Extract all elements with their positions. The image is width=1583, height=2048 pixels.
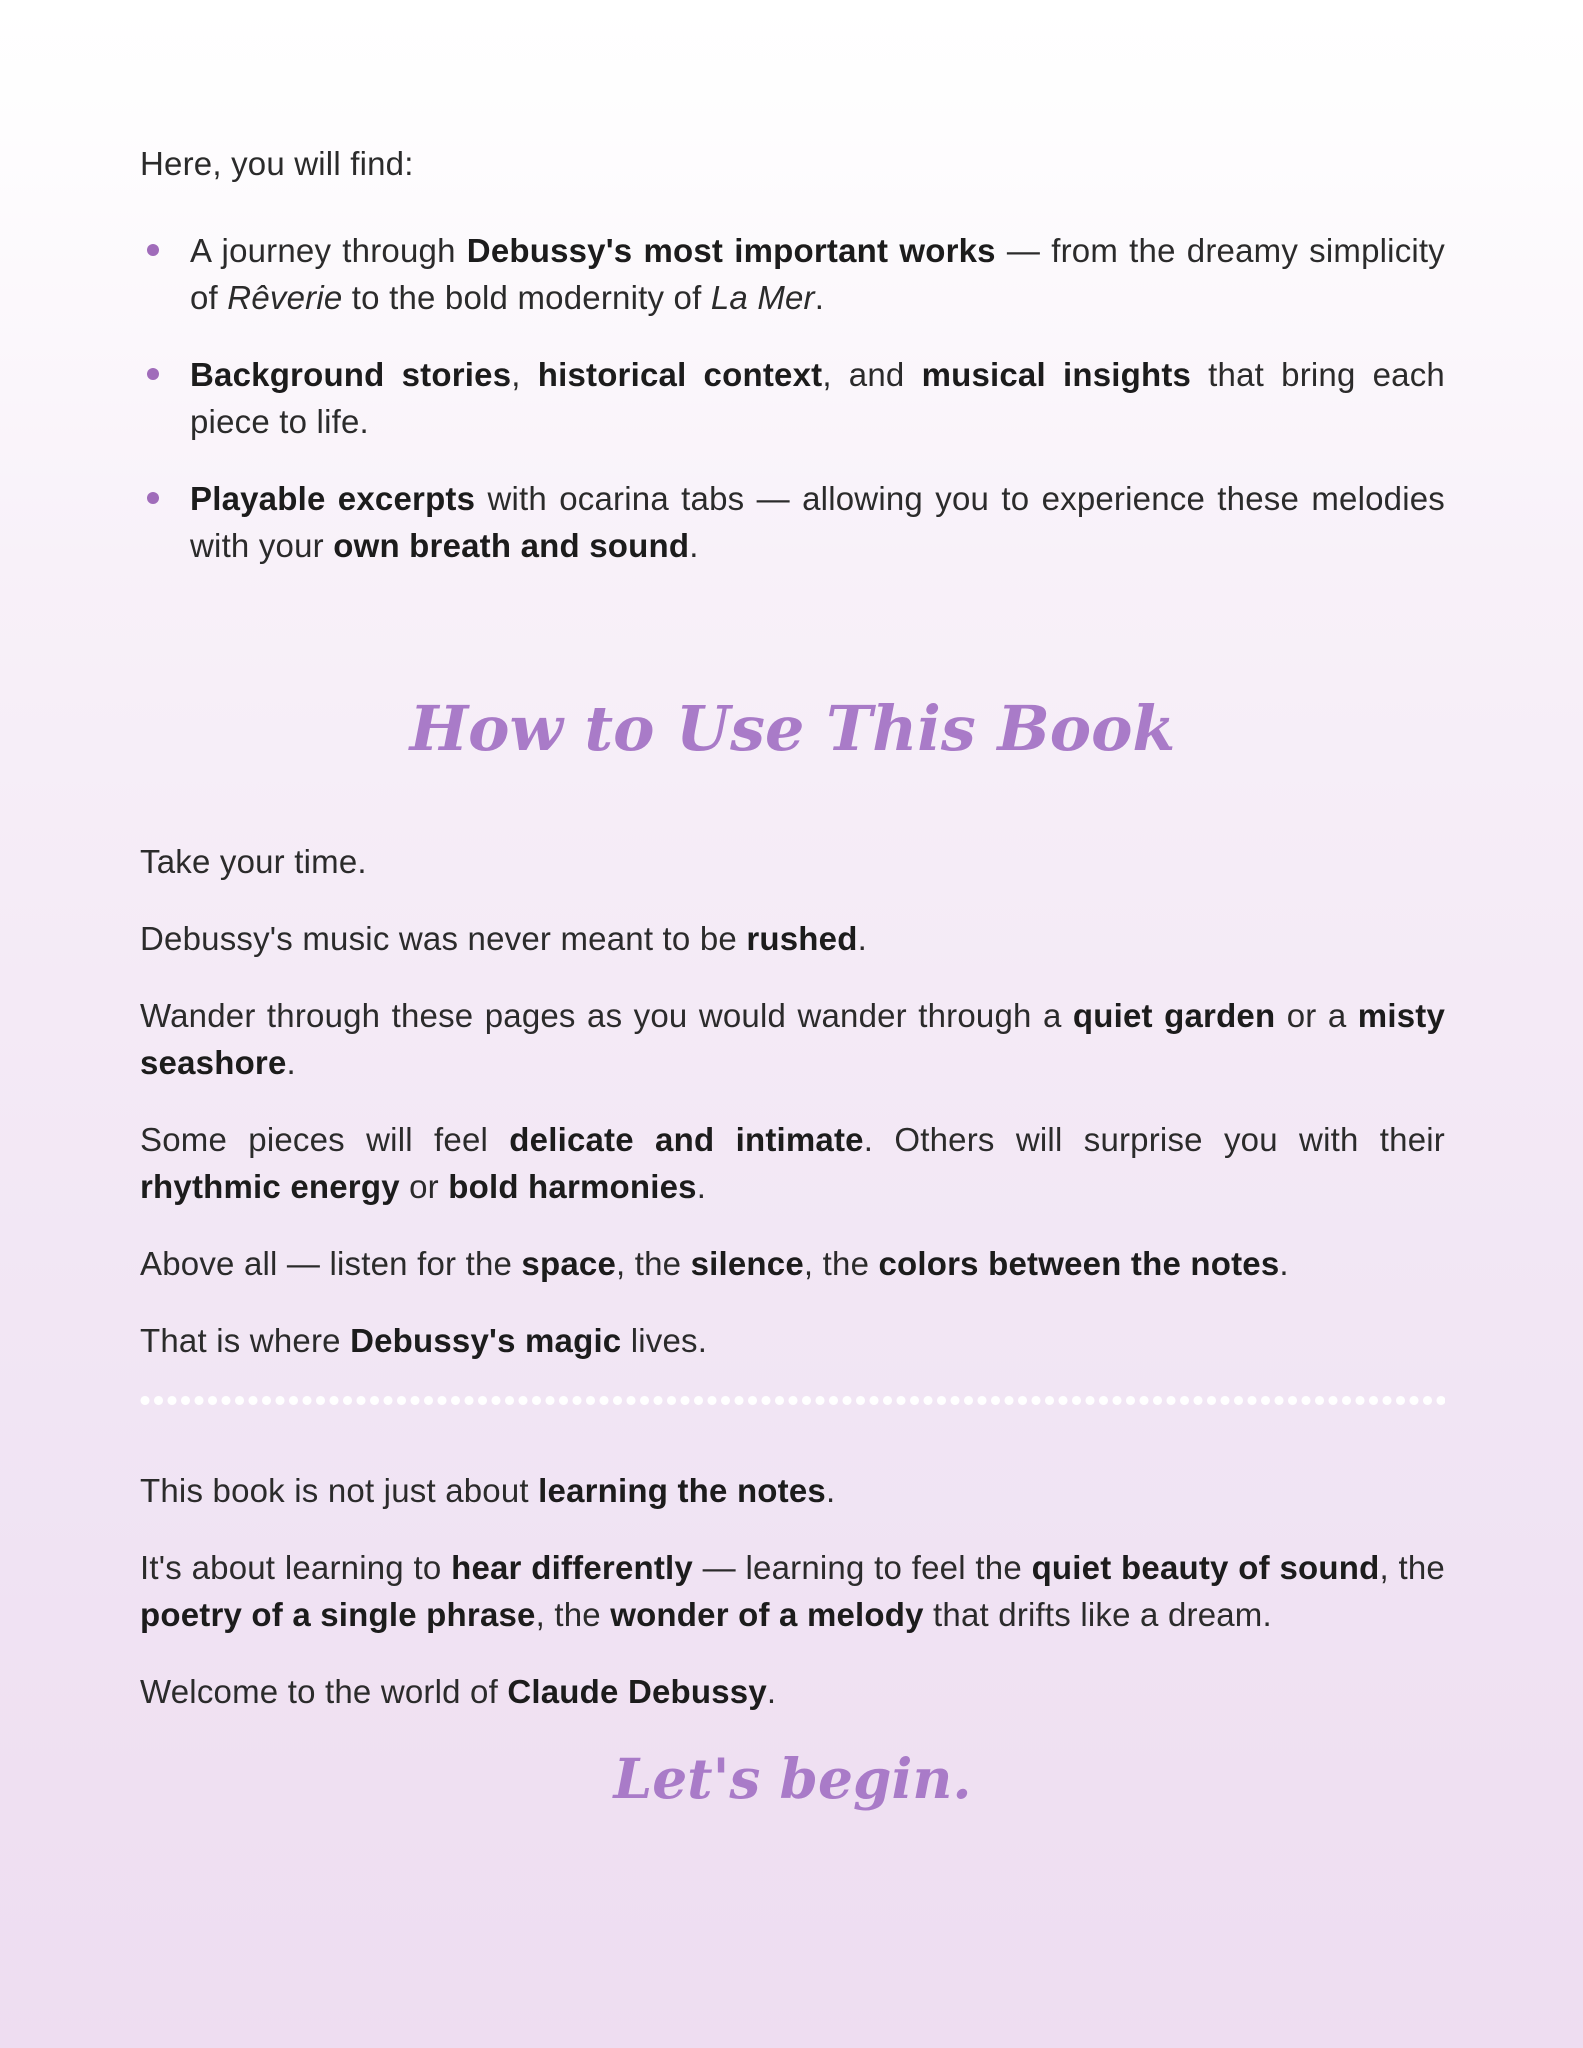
paragraph: That is where Debussy's magic lives. [140, 1321, 708, 1359]
list-item-text: A journey through Debussy's most important works — from the dreamy simplicity of Rêverie to the bold modernity of La Mer. [190, 232, 1446, 316]
paragraph: Wander through these pages as you would wander through a quiet garden or a misty seashore. [140, 996, 1446, 1081]
paragraph: This book is not just about learning the notes. [140, 1471, 836, 1509]
paragraph: Some pieces will feel delicate and intimate. Others will surprise you with their rhythmic energy or bold harmonies. [140, 1120, 1445, 1205]
features-list [140, 227, 1445, 569]
paragraph: It's about learning to hear differently — learning to feel the quiet beauty of sound, the poetry of a single phrase, the wonder of a melody that drifts like a dream. [140, 1548, 1445, 1633]
list-item-text: Playable excerpts with ocarina tabs — allowing you to experience these melodies with your own breath and sound. [190, 480, 1445, 564]
list-item-text: Background stories, historical context, and musical insights that bring each piece to life. [190, 356, 1445, 440]
paragraph: Above all — listen for the space, the silence, the colors between the notes. [140, 1244, 1289, 1282]
bullet-dot-icon [147, 492, 159, 504]
paragraph: Take your time. [140, 842, 367, 880]
list-item [140, 475, 1445, 569]
bullet-dot-icon [147, 368, 159, 380]
paragraph: Debussy's music was never meant to be rushed. [140, 919, 867, 957]
bullet-dot-icon [147, 244, 159, 256]
section-title: How to Use This Book [409, 692, 1176, 765]
paragraph: Welcome to the world of Claude Debussy. [140, 1672, 777, 1710]
list-item [140, 227, 1445, 321]
dotted-divider [140, 1394, 1445, 1407]
intro-line: Here, you will find: [140, 145, 414, 182]
closing-line: Let's begin. [613, 1745, 972, 1811]
list-item [140, 351, 1445, 445]
